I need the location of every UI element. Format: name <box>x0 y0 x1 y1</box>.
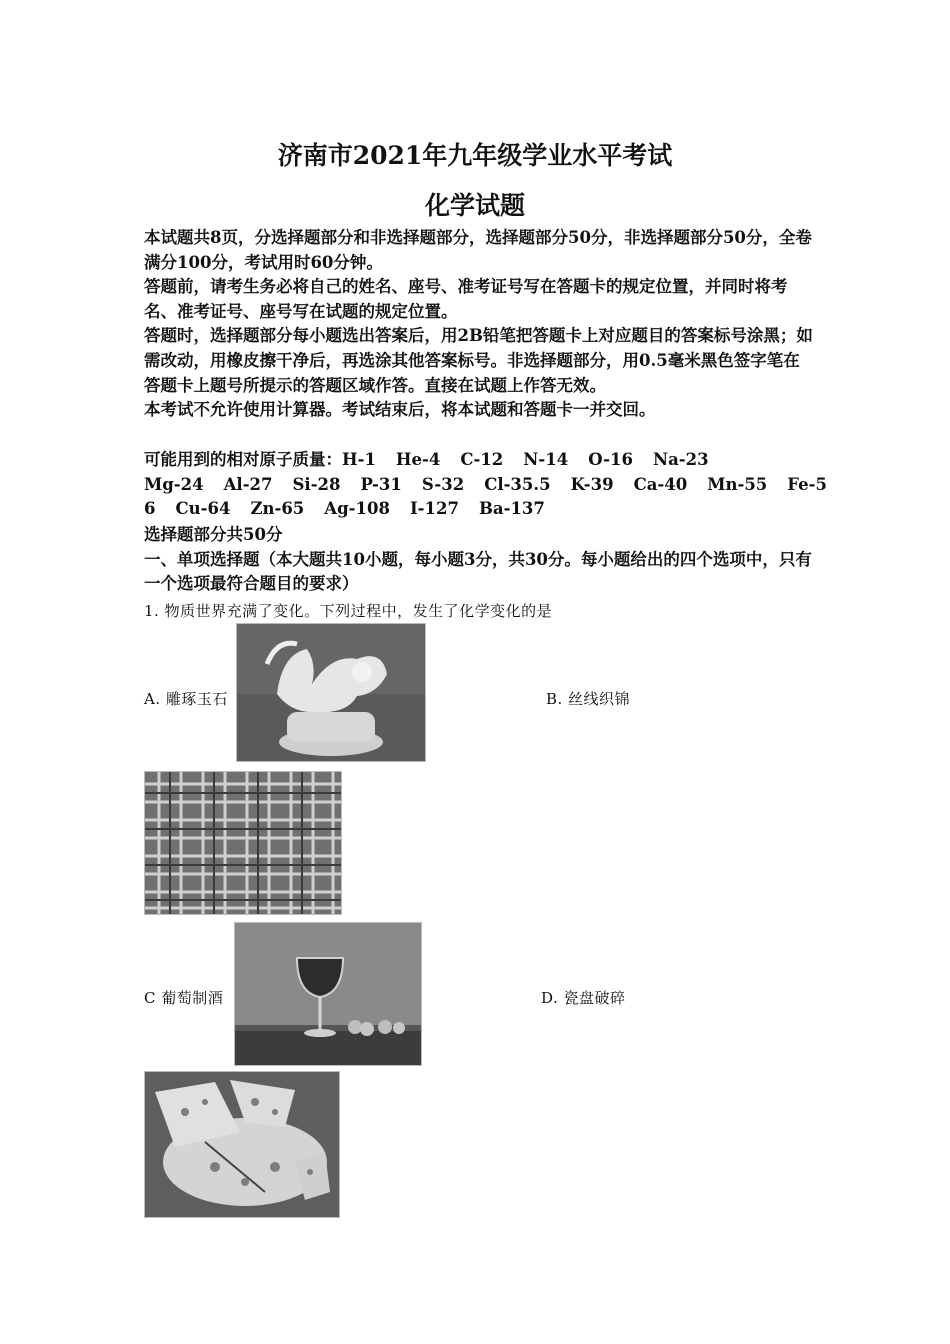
atomic-mass-item: N-14 <box>523 450 569 469</box>
atomic-mass-item: S-32 <box>421 474 465 494</box>
instructions <box>144 226 814 423</box>
atomic-mass-item: Ba-137 <box>478 499 545 519</box>
option-c-image-wine <box>234 922 422 1066</box>
question-1-stem: 1. 物质世界充满了变化。下列过程中，发生了化学变化的是 <box>144 602 553 620</box>
atomic-mass-item: He-4 <box>395 450 441 469</box>
atomic-mass-item: Cl-35.5 <box>484 474 551 494</box>
atomic-mass-label: 可能用到的相对原子质量： <box>144 450 342 469</box>
atomic-mass-item: Fe-5 <box>787 474 827 494</box>
atomic-mass-item: H-1 <box>342 450 376 469</box>
choice-total: 选择题部分共50分 <box>144 525 283 544</box>
subject-title: 化学试题 <box>424 191 525 220</box>
atomic-mass-item: Mn-55 <box>707 474 768 494</box>
atomic-mass-item: Mg-24 <box>144 474 204 494</box>
option-b-image-fabric <box>144 771 342 915</box>
atomic-mass-item: O-16 <box>588 450 633 469</box>
option-d-image-broken-plate <box>144 1071 340 1218</box>
atomic-mass-row-3 <box>144 497 814 522</box>
atomic-mass-item: 6 <box>144 499 156 519</box>
atomic-mass-item: I-127 <box>409 499 459 519</box>
atomic-mass-list <box>144 448 827 522</box>
atomic-mass-item: P-31 <box>360 474 402 494</box>
atomic-mass-item: K-39 <box>570 474 614 494</box>
instruction-1: 本试题共8页，分选择题部分和非选择题部分，选择题部分50分，非选择题部分50分，全卷满分100分，考试用时60分钟。 <box>144 228 812 272</box>
option-d-label: D. 瓷盘破碎 <box>541 989 626 1007</box>
atomic-mass-row-1 <box>144 448 814 473</box>
instruction-3: 答题时，选择题部分每小题选出答案后，用2B铅笔把答题卡上对应题目的答案标号涂黑；如需改动，用橡皮擦干净后，再选涂其他答案标号。非选择题部分，用0.5毫米黑色签字笔在答题卡上题号所提示的答题区域作答。直接在试题上作答无效。 <box>144 326 813 395</box>
atomic-mass-item: Al-27 <box>223 474 273 494</box>
atomic-mass-item: Na-23 <box>653 450 709 469</box>
instruction-2: 答题前，请考生务必将自己的姓名、座号、准考证号写在答题卡的规定位置，并同时将考名、准考证号、座号写在试题的规定位置。 <box>144 277 788 321</box>
part1-heading: 一、单项选择题（本大题共10小题，每小题3分，共30分。每小题给出的四个选项中，只有一个选项最符合题目的要求） <box>144 549 812 594</box>
atomic-mass-item: Ca-40 <box>633 474 688 494</box>
instruction-4: 本考试不允许使用计算器。考试结束后，将本试题和答题卡一并交回。 <box>144 400 656 420</box>
option-a-label: A. 雕琢玉石 <box>144 690 228 708</box>
atomic-mass-item: Zn-65 <box>250 499 305 519</box>
atomic-mass-row-2 <box>144 473 827 498</box>
atomic-mass-item: Si-28 <box>292 474 341 494</box>
exam-title: 济南市2021年九年级学业水平考试 <box>277 141 673 170</box>
option-b-label: B. 丝线织锦 <box>546 690 631 708</box>
atomic-mass-item: C-12 <box>460 450 504 469</box>
option-a-image-jade <box>236 623 426 762</box>
section-header <box>144 523 814 597</box>
atomic-mass-item: Cu-64 <box>175 499 231 519</box>
atomic-mass-item: Ag-108 <box>324 499 390 519</box>
option-c-label: C 葡萄制酒 <box>144 989 224 1007</box>
